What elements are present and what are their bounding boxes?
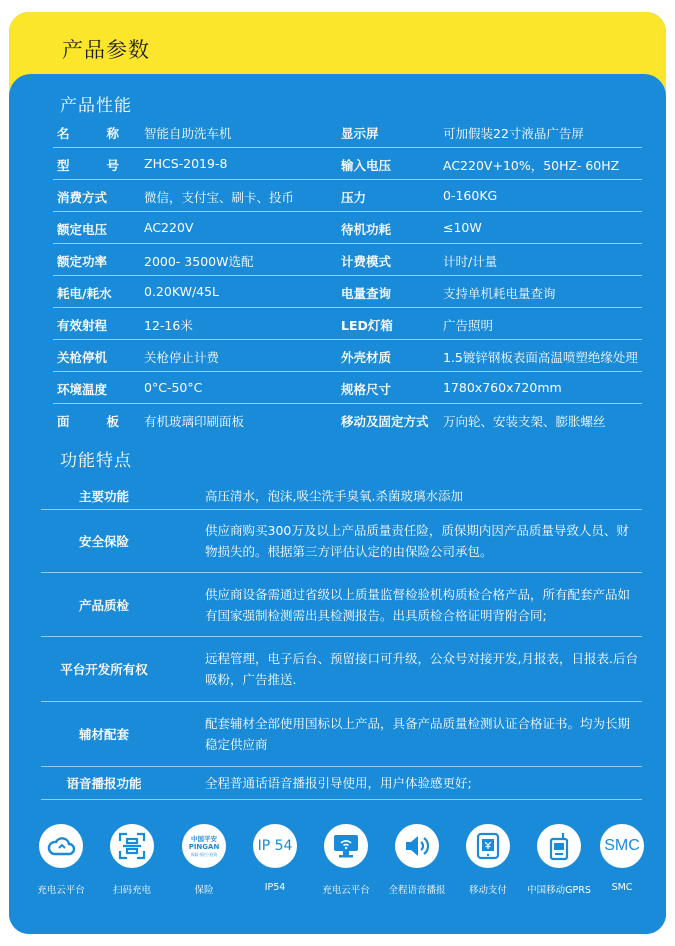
smc-icon: SMC (600, 824, 644, 868)
spec-value-1: 关枪停止计费 (144, 350, 220, 365)
svg-text:中国平安: 中国平安 (191, 835, 217, 843)
spec-value-2: 可加假装22寸液晶广告屏 (443, 126, 584, 141)
icon-label: 充电云平台 (37, 885, 85, 896)
spec-key-2: 压力 (341, 190, 367, 205)
icon-item (99, 824, 165, 896)
ip54-icon: IP 54 (253, 824, 297, 868)
spec-value-1: 微信，支付宝、刷卡、投币 (144, 190, 295, 205)
features-table (41, 482, 642, 800)
spec-value-1: 0°C-50°C (144, 380, 203, 395)
spec-key-2: 显示屏 (341, 126, 379, 141)
feature-row (41, 767, 642, 800)
svg-text:保险·银行·投资: 保险·银行·投资 (190, 852, 218, 857)
feature-row (41, 482, 642, 510)
spec-row (53, 372, 642, 404)
icon-label: 移动支付 (468, 885, 507, 896)
spec-key-1: 额定电压 (57, 222, 108, 237)
spec-value-2: 广告照明 (443, 318, 494, 333)
spec-key-2: LED灯箱 (341, 318, 393, 333)
spec-key-2: 移动及固定方式 (341, 414, 429, 429)
spec-value-1: 智能自助洗车机 (144, 126, 232, 141)
features-section-title: 功能特点 (60, 451, 132, 471)
spec-key-1: 耗电/耗水 (57, 286, 112, 301)
spec-row (53, 340, 642, 372)
spec-row (53, 244, 642, 276)
feature-key: 主要功能 (78, 488, 129, 504)
page-title: 产品参数 (62, 38, 150, 62)
spec-row (53, 276, 642, 308)
feature-key: 语音播报功能 (66, 776, 142, 791)
spec-key-1: 面 板 (57, 414, 119, 429)
feature-key: 辅材配套 (78, 727, 129, 742)
svg-text:PINGAN: PINGAN (188, 843, 220, 851)
icon-item (28, 824, 94, 896)
spec-row (53, 404, 642, 435)
spec-row (53, 212, 642, 244)
spec-value-2: 1780x760x720mm (443, 380, 562, 395)
monitor-wifi-icon (324, 824, 368, 868)
spec-value-1: 0.20KW/45L (144, 284, 220, 299)
feature-value: 远程管理，电子后台、预留接口可升级，公众号对接开发,月报表，日报表.后台吸粉，广告推送. (205, 651, 638, 687)
spec-value-2: 支持单机耗电量查询 (443, 286, 556, 301)
feature-row (41, 702, 642, 767)
mobile-pay-icon (466, 824, 510, 868)
icon-label: 保险 (194, 885, 214, 896)
spec-value-2: 计时/计量 (443, 254, 498, 269)
spec-value-2: 1.5镀锌钢板表面高温喷塑绝缘处理 (443, 350, 638, 365)
feature-row (41, 510, 642, 573)
spec-key-2: 电量查询 (341, 286, 392, 301)
spec-key-2: 外壳材质 (341, 350, 392, 365)
speaker-icon (395, 824, 439, 868)
spec-value-2: ≤10W (443, 220, 482, 235)
cloud-icon (39, 824, 83, 868)
spec-key-1: 关枪停机 (57, 350, 108, 365)
spec-value-2: 0-160KG (443, 188, 498, 203)
feature-row (41, 573, 642, 637)
icon-item (384, 824, 450, 896)
icon-item (526, 824, 592, 896)
specs-section-title: 产品性能 (60, 96, 132, 116)
spec-row (53, 180, 642, 212)
spec-key-1: 消费方式 (57, 190, 108, 205)
icon-label: SMC (611, 882, 633, 893)
spec-value-1: 有机玻璃印刷面板 (144, 414, 245, 429)
spec-value-2: AC220V+10%，50HZ- 60HZ (443, 158, 620, 173)
spec-value-1: 2000- 3500W选配 (144, 254, 254, 269)
feature-value: 配套辅材全部使用国标以上产品，具备产品质量检测认证合格证书。均为长期稳定供应商 (205, 716, 631, 752)
spec-key-1: 名 称 (57, 126, 119, 141)
specs-table (53, 116, 642, 435)
spec-value-1: 12-16米 (144, 318, 193, 333)
icon-item (455, 824, 521, 896)
spec-key-2: 计费模式 (341, 254, 392, 269)
gprs-device-icon (537, 824, 581, 868)
spec-value-1: ZHCS-2019-8 (144, 156, 228, 171)
spec-key-1: 环境温度 (57, 382, 108, 397)
feature-value: 供应商购买300万及以上产品质量责任险，质保期内因产品质量导致人员、财物损失的。根据第三方评估认定的由保险公司承包。 (205, 523, 629, 559)
feature-value: 全程普通话语音播报引导使用，用户体验感更好; (205, 775, 472, 791)
feature-key: 平台开发所有权 (60, 662, 148, 677)
product-card (9, 12, 666, 934)
spec-row (53, 148, 642, 180)
spec-key-2: 待机功耗 (341, 222, 392, 237)
feature-value: 高压清水，泡沫,吸尘洗手臭氧.杀菌玻璃水添加 (205, 488, 463, 503)
spec-value-1: AC220V (144, 220, 194, 235)
feature-key: 产品质检 (78, 597, 129, 613)
feature-value: 供应商设备需通过省级以上质量监督检验机构质检合格产品，所有配套产品如有国家强制检测需出具检测报告。出具质检合格证明背附合同; (205, 586, 631, 623)
spec-key-1: 有效射程 (57, 318, 108, 333)
spec-key-2: 规格尺寸 (341, 382, 392, 397)
feature-key: 安全保险 (78, 534, 129, 549)
feature-icons-row (9, 824, 666, 924)
spec-key-1: 型 号 (57, 158, 119, 173)
spec-row (53, 116, 642, 148)
icon-label: 全程语音播报 (388, 885, 446, 896)
scan-icon (110, 824, 154, 868)
icon-item (242, 824, 308, 893)
spec-key-2: 输入电压 (341, 158, 392, 173)
spec-value-2: 万向轮、安装支架、膨胀螺丝 (443, 414, 606, 429)
icon-label: 扫码充电 (112, 885, 151, 896)
icon-label: IP54 (264, 882, 286, 893)
icon-label: 中国移动GPRS (527, 885, 591, 896)
spec-row (53, 308, 642, 340)
spec-key-1: 额定功率 (57, 254, 108, 269)
icon-item (589, 824, 655, 893)
feature-row (41, 637, 642, 702)
icon-item (313, 824, 379, 896)
ping-an-logo-icon (182, 824, 226, 868)
icon-label: 充电云平台 (322, 885, 370, 896)
icon-item (171, 824, 237, 896)
